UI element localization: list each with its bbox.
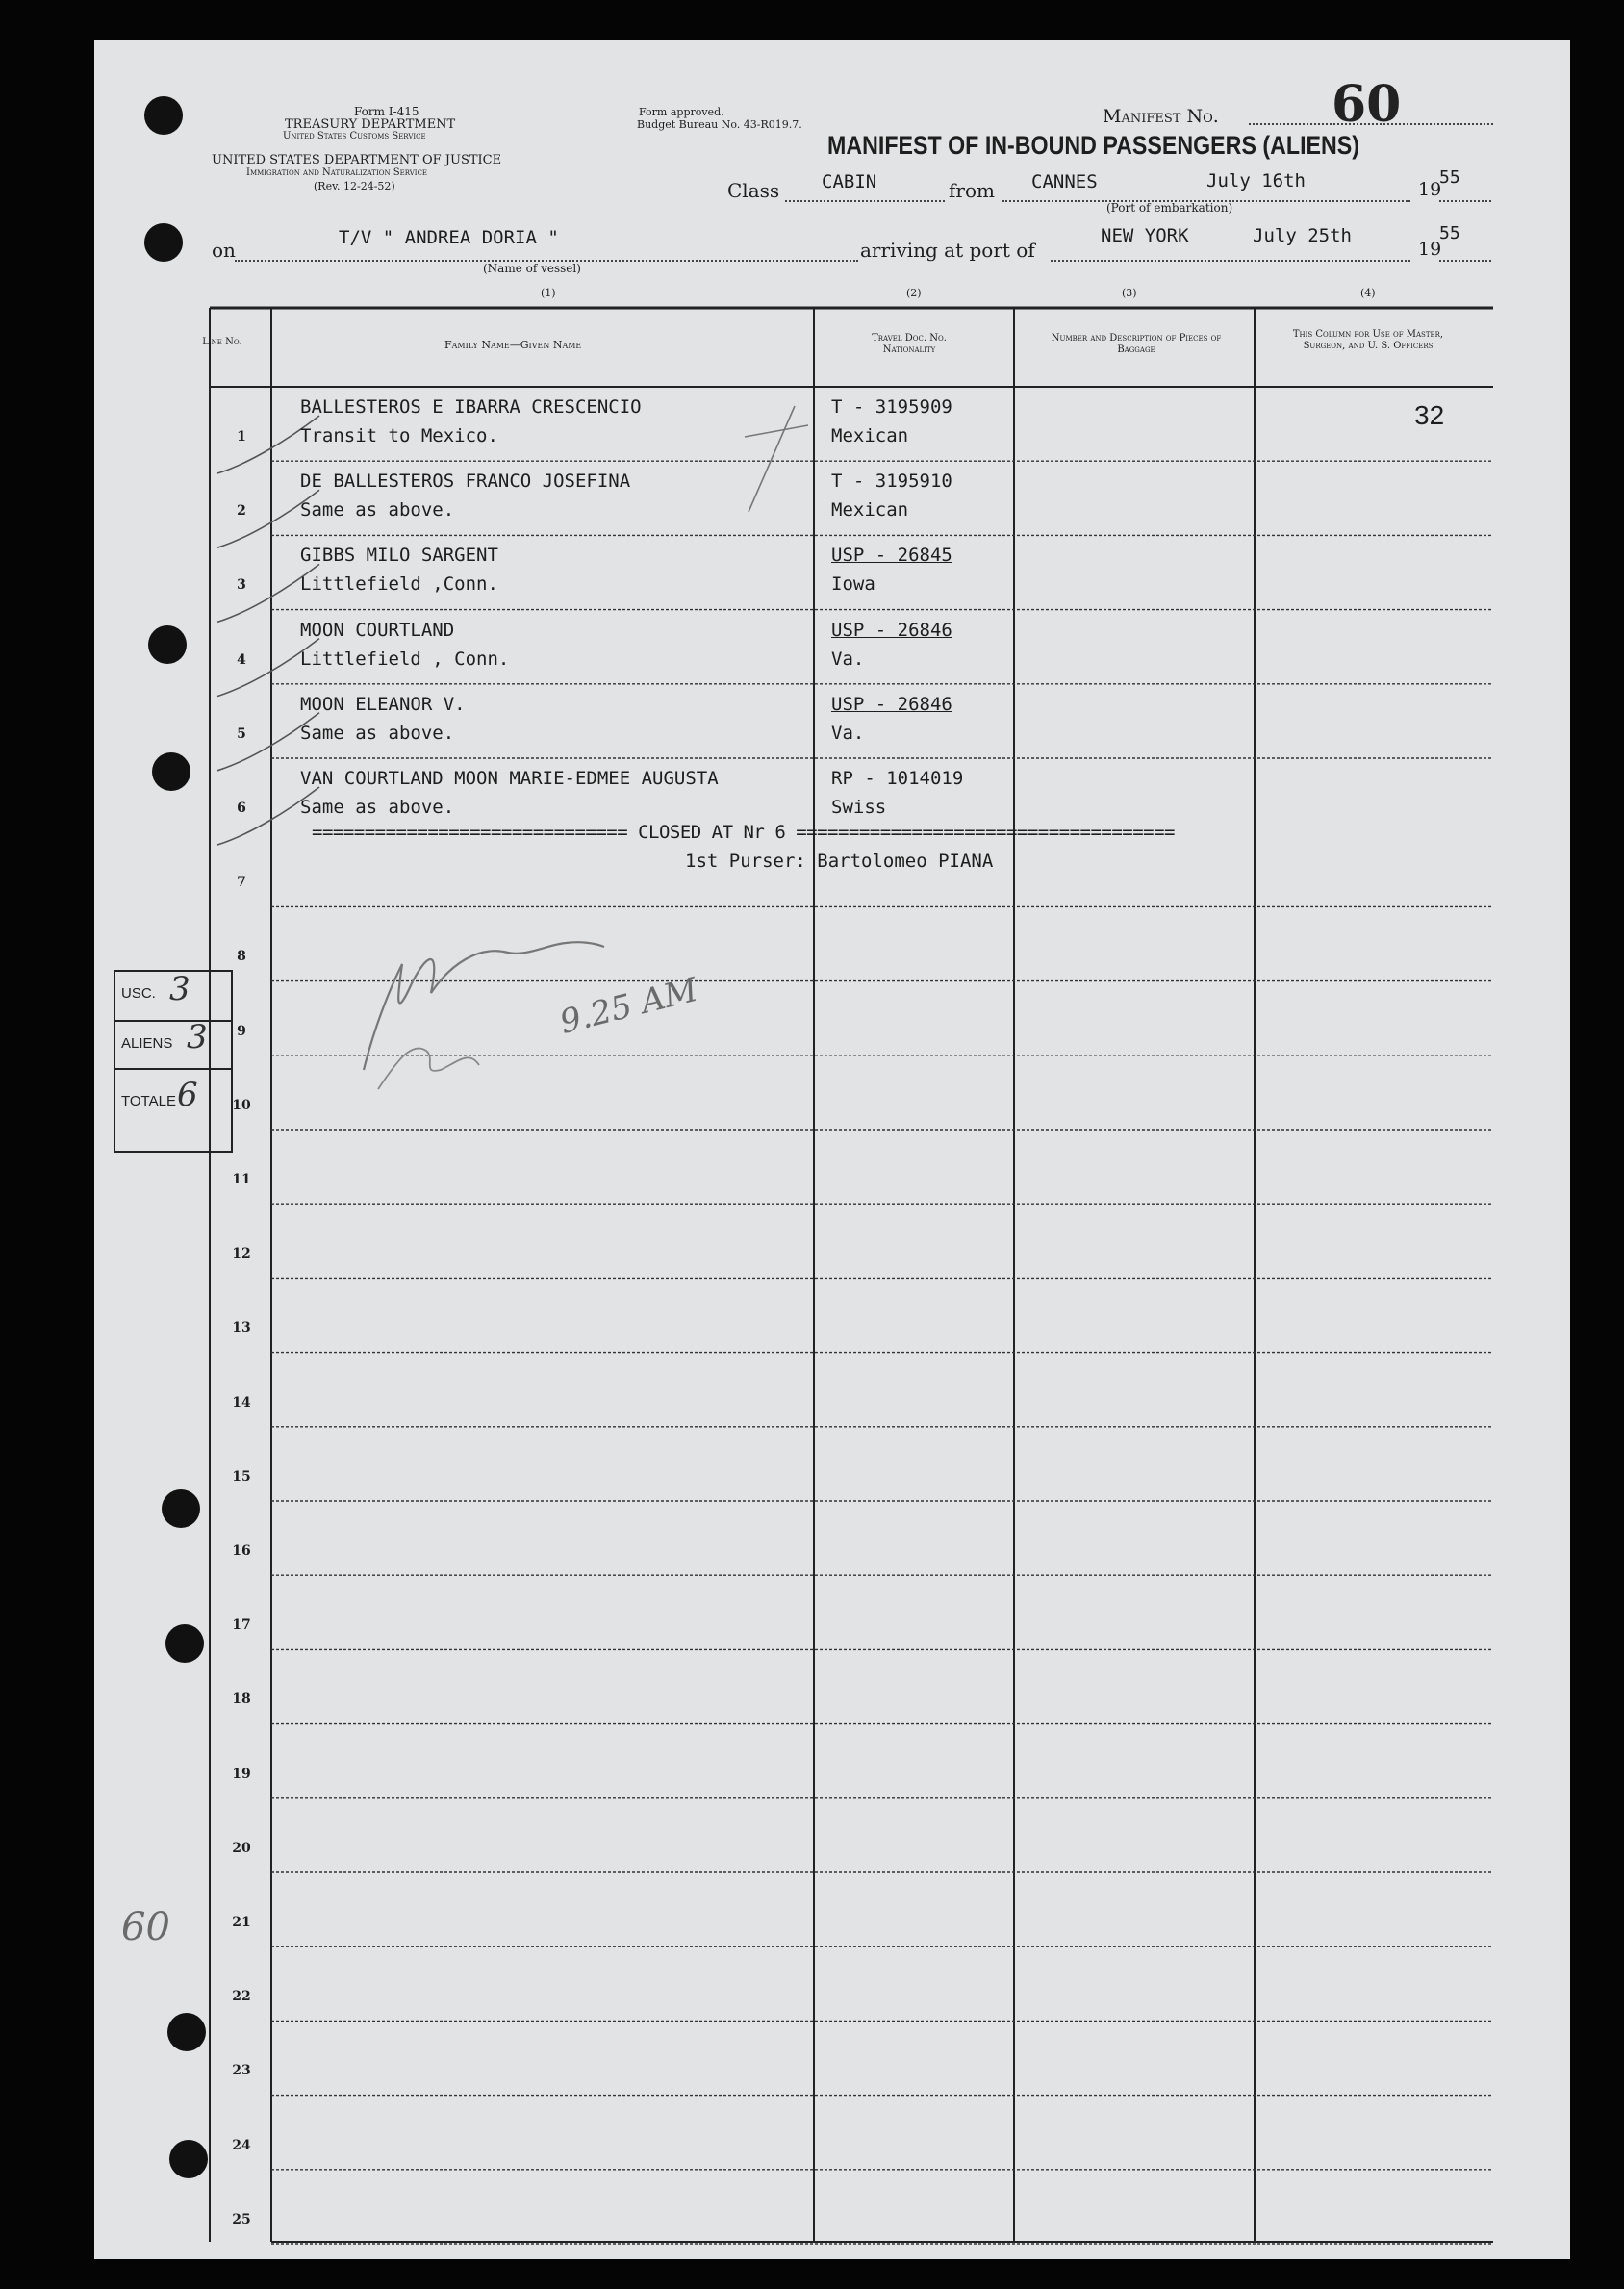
line-number: 23 bbox=[232, 2063, 251, 2079]
nationality: Va. bbox=[831, 722, 865, 744]
line-number: 10 bbox=[232, 1097, 251, 1113]
line-number: 8 bbox=[237, 949, 246, 965]
line-number: 21 bbox=[232, 1915, 251, 1930]
manifest-label: Manifest No. bbox=[1103, 106, 1219, 127]
line-number: 5 bbox=[237, 725, 246, 742]
embarkation-port: CANNES bbox=[1031, 171, 1098, 192]
passenger-detail: Same as above. bbox=[300, 722, 455, 744]
tally-usc-value: 3 bbox=[169, 970, 190, 1008]
manifest-table bbox=[94, 40, 1570, 2259]
nationality: Iowa bbox=[831, 573, 875, 596]
line-number: 6 bbox=[237, 801, 246, 816]
arriving-label: arriving at port of bbox=[860, 239, 1035, 262]
line-number: 15 bbox=[232, 1468, 251, 1485]
year-prefix: 19 bbox=[1418, 179, 1442, 200]
officer-note: 32 bbox=[1414, 400, 1445, 430]
header-travel-doc: Travel Doc. No. Nationality bbox=[872, 333, 947, 355]
line-number: 4 bbox=[237, 651, 246, 668]
manifest-number: 60 bbox=[1332, 75, 1402, 134]
line-number: 1 bbox=[237, 429, 246, 445]
tally-aliens-label: ALIENS bbox=[121, 1035, 173, 1052]
arrival-port: NEW YORK bbox=[1101, 225, 1189, 246]
passenger-detail: Transit to Mexico. bbox=[300, 425, 498, 446]
line-number: 11 bbox=[232, 1172, 251, 1187]
customs-service: United States Customs Service bbox=[283, 131, 426, 141]
pencil-cross-mark bbox=[745, 406, 808, 512]
passenger-detail: Littlefield , Conn. bbox=[300, 648, 510, 670]
department-of-justice: UNITED STATES DEPARTMENT OF JUSTICE bbox=[212, 153, 502, 167]
travel-doc-number: USP - 26846 bbox=[831, 619, 952, 641]
passenger-detail: Same as above. bbox=[300, 499, 455, 521]
travel-doc-number: USP - 26845 bbox=[831, 545, 952, 567]
nationality: Swiss bbox=[831, 797, 887, 818]
handwritten-time: 9.25 AM bbox=[556, 970, 702, 1042]
line-number: 14 bbox=[232, 1394, 251, 1411]
form-approved: Form approved. bbox=[639, 106, 724, 118]
line-number: 7 bbox=[237, 875, 246, 891]
header-family-name: Family Name—Given Name bbox=[444, 339, 582, 351]
passenger-name: DE BALLESTEROS FRANCO JOSEFINA bbox=[300, 471, 631, 493]
passenger-detail: Littlefield ,Conn. bbox=[300, 573, 498, 596]
nationality: Mexican bbox=[831, 425, 909, 446]
immigration-service: Immigration and Naturalization Service bbox=[246, 167, 428, 178]
passenger-name: BALLESTEROS E IBARRA CRESCENCIO bbox=[300, 396, 642, 418]
vessel-name: T/V " ANDREA DORIA " bbox=[339, 227, 559, 248]
on-label: on bbox=[212, 239, 236, 262]
class-value: CABIN bbox=[822, 171, 877, 192]
travel-doc-number: T - 3195910 bbox=[831, 471, 952, 493]
manifest-page bbox=[94, 40, 1570, 2259]
line-number: 19 bbox=[232, 1766, 251, 1782]
embarkation-date: July 16th bbox=[1206, 170, 1306, 191]
port-embarkation-caption: (Port of embarkation) bbox=[1106, 201, 1233, 215]
line-number: 16 bbox=[232, 1543, 251, 1559]
passenger-name: VAN COURTLAND MOON MARIE-EDMEE AUGUSTA bbox=[300, 768, 719, 789]
nationality: Mexican bbox=[831, 499, 909, 521]
column-number-4: (4) bbox=[1360, 287, 1376, 299]
purser-signature-line: 1st Purser: Bartolomeo PIANA bbox=[685, 851, 994, 872]
year-arrival: 55 bbox=[1439, 223, 1460, 243]
passenger-detail: Same as above. bbox=[300, 797, 455, 818]
tally-divider bbox=[114, 1068, 231, 1070]
tally-total-label: TOTALE bbox=[121, 1093, 176, 1109]
manifest-title: MANIFEST OF IN-BOUND PASSENGERS (ALIENS) bbox=[827, 131, 1360, 160]
travel-doc-number: T - 3195909 bbox=[831, 396, 952, 418]
column-number-3: (3) bbox=[1122, 287, 1137, 299]
line-number: 20 bbox=[232, 1840, 251, 1856]
line-number: 17 bbox=[232, 1617, 251, 1634]
closed-at-line: ============================== CLOSED AT Nr 6 ==================================== bbox=[312, 822, 1175, 843]
class-label: Class bbox=[727, 179, 780, 202]
header-line-no: Line No. bbox=[202, 337, 242, 347]
line-number: 22 bbox=[232, 1989, 251, 2005]
revision-date: (Rev. 12-24-52) bbox=[314, 180, 395, 192]
treasury-department: TREASURY DEPARTMENT bbox=[285, 117, 456, 132]
tally-total-value: 6 bbox=[177, 1076, 198, 1114]
line-number: 3 bbox=[237, 577, 246, 594]
passenger-name: GIBBS MILO SARGENT bbox=[300, 545, 498, 567]
line-number: 13 bbox=[232, 1320, 251, 1336]
tally-usc-label: USC. bbox=[121, 985, 156, 1002]
header-officers: This Column for Use of Master, Surgeon, and U. S. Officers bbox=[1292, 329, 1444, 351]
arrival-date: July 25th bbox=[1253, 225, 1352, 246]
budget-bureau: Budget Bureau No. 43-R019.7. bbox=[637, 118, 802, 131]
line-number: 18 bbox=[232, 1691, 251, 1708]
travel-doc-number: RP - 1014019 bbox=[831, 768, 964, 789]
passenger-name: MOON COURTLAND bbox=[300, 619, 455, 641]
line-number: 12 bbox=[232, 1246, 251, 1262]
header-baggage: Number and Description of Pieces of Baggage bbox=[1051, 333, 1222, 355]
line-number: 9 bbox=[237, 1023, 246, 1039]
year-embarkation: 55 bbox=[1439, 167, 1460, 188]
from-label: from bbox=[949, 179, 995, 202]
travel-doc-number: USP - 26846 bbox=[831, 693, 952, 715]
column-number-2: (2) bbox=[906, 287, 922, 299]
line-number: 24 bbox=[232, 2137, 251, 2153]
line-number: 25 bbox=[232, 2211, 251, 2227]
form-number: Form I-415 bbox=[354, 105, 419, 118]
nationality: Va. bbox=[831, 648, 865, 670]
line-number: 2 bbox=[237, 503, 246, 520]
tally-divider bbox=[114, 1020, 231, 1022]
column-number-1: (1) bbox=[541, 287, 556, 299]
vessel-caption: (Name of vessel) bbox=[483, 262, 581, 275]
year-prefix-2: 19 bbox=[1418, 239, 1442, 260]
passenger-name: MOON ELEANOR V. bbox=[300, 693, 466, 715]
tally-aliens-value: 3 bbox=[187, 1018, 208, 1056]
handwritten-page-note: 60 bbox=[121, 1905, 170, 1949]
